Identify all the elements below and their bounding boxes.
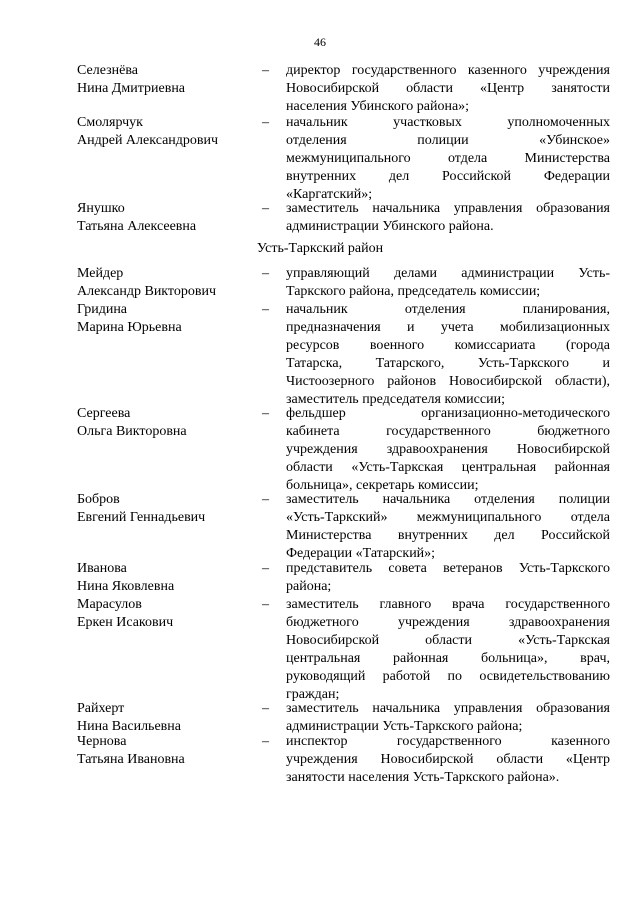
position-line: ресурсов военного комиссариата (города xyxy=(286,338,610,353)
member-surname: Бобров xyxy=(77,492,120,507)
member-position xyxy=(286,405,610,495)
member-name xyxy=(77,405,252,441)
member-name xyxy=(77,200,252,236)
member-name xyxy=(77,491,252,527)
dash-separator: – xyxy=(262,492,269,507)
position-line: заместитель главного врача государственного xyxy=(286,597,610,612)
member-position xyxy=(286,62,610,116)
member-surname: Янушко xyxy=(77,201,125,216)
dash-separator: – xyxy=(262,266,269,281)
member-name xyxy=(77,596,252,632)
dash-separator: – xyxy=(262,63,269,78)
member-name xyxy=(77,560,252,596)
position-line: предназначения и учета мобилизационных xyxy=(286,320,610,335)
position-line: начальник участковых уполномоченных xyxy=(286,115,610,130)
member-name xyxy=(77,62,252,98)
dash-separator: – xyxy=(262,561,269,576)
position-line: учреждения здравоохранения Новосибирской xyxy=(286,442,610,457)
member-name xyxy=(77,301,252,337)
position-line: межмуниципального отдела Министерства xyxy=(286,151,610,166)
member-position xyxy=(286,114,610,204)
member-name xyxy=(77,700,252,736)
position-line: Чистоозерного районов Новосибирской области), xyxy=(286,374,610,389)
position-line: учреждения Новосибирской области «Центр xyxy=(286,752,610,767)
member-given-names: Еркен Исакович xyxy=(77,615,174,630)
position-line: Министерства внутренних дел Российской xyxy=(286,528,610,543)
position-line: бюджетного учреждения здравоохранения xyxy=(286,615,610,630)
member-surname: Чернова xyxy=(77,734,127,749)
position-line: заместитель председателя комиссии; xyxy=(286,392,505,407)
position-line: управляющий делами администрации Усть- xyxy=(286,266,610,281)
member-surname: Смолярчук xyxy=(77,115,143,130)
member-given-names: Александр Викторович xyxy=(77,284,217,299)
position-line: «Каргатский»; xyxy=(286,187,373,202)
member-name xyxy=(77,114,252,150)
position-line: занятости населения Усть-Таркского района». xyxy=(286,770,560,785)
page-number: 46 xyxy=(314,35,326,49)
position-line: заместитель начальника управления образования xyxy=(286,701,610,716)
position-line: заместитель начальника управления образования xyxy=(286,201,610,216)
member-surname: Райхерт xyxy=(77,701,125,716)
member-given-names: Нина Яковлевна xyxy=(77,579,175,594)
member-surname: Сергеева xyxy=(77,406,131,421)
member-surname: Гридина xyxy=(77,302,128,317)
member-position xyxy=(286,596,610,704)
position-line: населения Убинского района»; xyxy=(286,99,470,114)
member-position xyxy=(286,200,610,236)
dash-separator: – xyxy=(262,597,269,612)
position-line: руководящий работой по освидетельствованию xyxy=(286,669,610,684)
position-line: директор государственного казенного учреждения xyxy=(286,63,610,78)
position-line: Новосибирской области «Усть-Таркская xyxy=(286,633,610,648)
member-given-names: Ольга Викторовна xyxy=(77,424,187,439)
member-given-names: Марина Юрьевна xyxy=(77,320,182,335)
position-line: Татарска, Татарского, Усть-Таркского и xyxy=(286,356,610,371)
position-line: представитель совета ветеранов Усть-Таркского xyxy=(286,561,610,576)
position-line: отделения полиции «Убинское» xyxy=(286,133,610,148)
member-position xyxy=(286,733,610,787)
position-line: района; xyxy=(286,579,332,594)
member-given-names: Нина Дмитриевна xyxy=(77,81,186,96)
position-line: фельдшер организационно-методического xyxy=(286,406,610,421)
position-line: больница», секретарь комиссии; xyxy=(286,478,479,493)
dash-separator: – xyxy=(262,302,269,317)
position-line: Федерации «Татарский»; xyxy=(286,546,436,561)
member-surname: Селезнёва xyxy=(77,63,138,78)
position-line: кабинета государственного бюджетного xyxy=(286,424,610,439)
position-line: области «Усть-Таркская центральная районная xyxy=(286,460,610,475)
member-given-names: Евгений Геннадьевич xyxy=(77,510,206,525)
dash-separator: – xyxy=(262,201,269,216)
dash-separator: – xyxy=(262,701,269,716)
dash-separator: – xyxy=(262,734,269,749)
position-line: Таркского района, председатель комиссии; xyxy=(286,284,541,299)
position-line: администрации Убинского района. xyxy=(286,219,494,234)
member-given-names: Татьяна Алексеевна xyxy=(77,219,197,234)
dash-separator: – xyxy=(262,115,269,130)
position-line: граждан; xyxy=(286,687,340,702)
member-name xyxy=(77,733,252,769)
dash-separator: – xyxy=(262,406,269,421)
member-given-names: Татьяна Ивановна xyxy=(77,752,185,767)
member-position xyxy=(286,700,610,736)
member-surname: Мейдер xyxy=(77,266,124,281)
position-line: администрации Усть-Таркского района; xyxy=(286,719,523,734)
member-given-names: Андрей Александрович xyxy=(77,133,219,148)
position-line: заместитель начальника отделения полиции xyxy=(286,492,610,507)
member-position xyxy=(286,491,610,563)
position-line: «Усть-Таркский» межмуниципального отдела xyxy=(286,510,610,525)
position-line: Новосибирской области «Центр занятости xyxy=(286,81,610,96)
member-position xyxy=(286,265,610,301)
member-given-names: Нина Васильевна xyxy=(77,719,181,734)
position-line: инспектор государственного казенного xyxy=(286,734,610,749)
member-surname: Марасулов xyxy=(77,597,142,612)
member-position xyxy=(286,301,610,409)
position-line: внутренних дел Российской Федерации xyxy=(286,169,610,184)
member-surname: Иванова xyxy=(77,561,127,576)
section-heading: Усть-Таркский район xyxy=(256,241,384,256)
position-line: центральная районная больница», врач, xyxy=(286,651,610,666)
member-position xyxy=(286,560,610,596)
member-name xyxy=(77,265,252,301)
position-line: начальник отделения планирования, xyxy=(286,302,610,317)
